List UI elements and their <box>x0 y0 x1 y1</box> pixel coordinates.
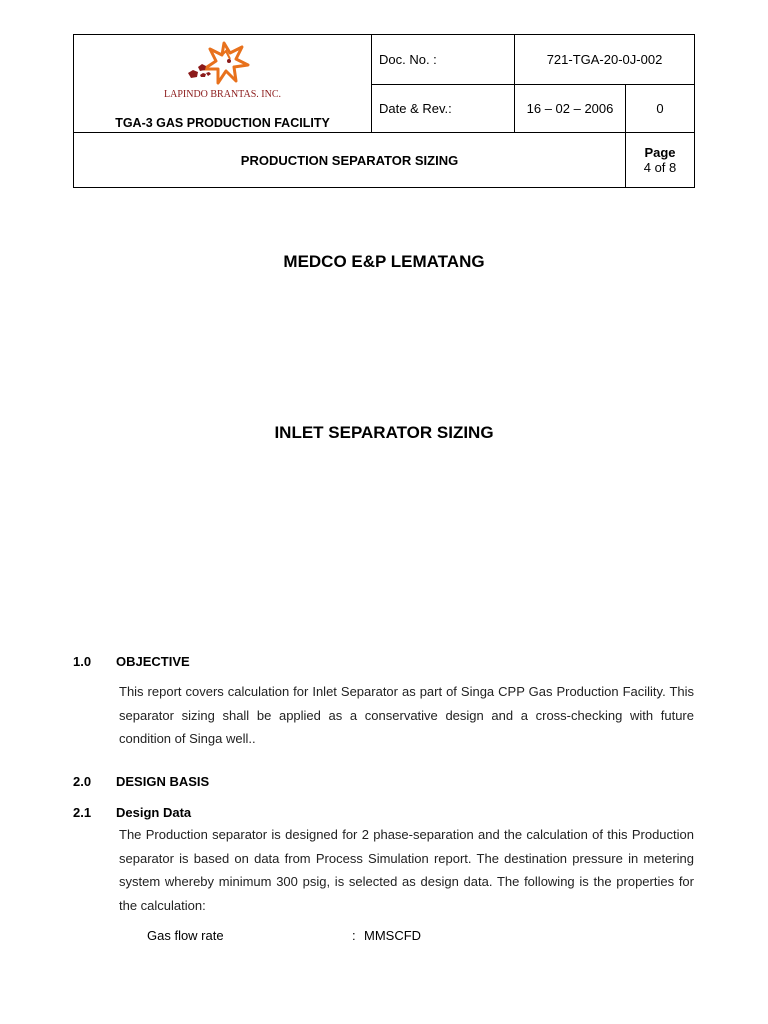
subsection-number: 2.1 <box>73 805 92 820</box>
design-data-paragraph: The Production separator is designed for 2 phase-separation and the calculation of this Production separator is based on data from Process Simulation report. The destination pressure in metering system whereby minimum 300 psig, is selected as design data. The following is the properties for the calculation: <box>119 827 694 913</box>
objective-paragraph: This report covers calculation for Inlet Separator as part of Singa CPP Gas Production Facility. This separator sizing shall be applied as a conservative design and a cross-checking with future condition of Singa well.. <box>119 684 694 746</box>
subsection-title-design-data: Design Data <box>116 805 192 820</box>
property-unit: MMSCFD <box>364 928 422 943</box>
section-number: 1.0 <box>73 654 92 669</box>
section-title-objective: OBJECTIVE <box>116 654 190 669</box>
document-title: PRODUCTION SEPARATOR SIZING <box>74 133 626 188</box>
document-header-table <box>73 34 695 188</box>
date-rev-label: Date & Rev.: <box>372 85 515 133</box>
page-label: Page <box>644 145 676 160</box>
company-name: LAPINDO BRANTAS. INC. <box>164 89 281 100</box>
page-indicator <box>626 133 695 188</box>
doc-no-label: Doc. No. : <box>372 35 515 85</box>
facility-name: TGA-3 GAS PRODUCTION FACILITY <box>115 116 330 130</box>
client-title: MEDCO E&P LEMATANG <box>283 252 485 271</box>
company-logo-icon <box>184 39 264 91</box>
doc-no-value: 721-TGA-20-0J-002 <box>515 35 695 85</box>
rev-value: 0 <box>626 85 695 133</box>
logo-cell <box>74 35 372 133</box>
section-title-design-basis: DESIGN BASIS <box>116 774 210 789</box>
section-number: 2.0 <box>73 774 92 789</box>
date-value: 16 – 02 – 2006 <box>515 85 626 133</box>
report-title: INLET SEPARATOR SIZING <box>274 423 494 442</box>
page-number: 4 of 8 <box>643 160 677 175</box>
property-separator: : <box>352 928 356 943</box>
property-name: Gas flow rate <box>147 928 224 943</box>
